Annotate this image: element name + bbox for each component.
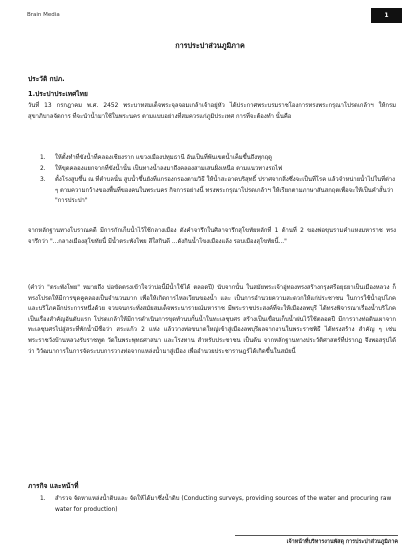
list-item xyxy=(40,153,399,164)
evidence-paragraph: จากหลักฐานทางโบราณคดี มีการกักเก็บน้ำไว้ใช้กลางเมือง ดังคำจารึกในศิลาจารึกสุโขทัยหลักที่ 1 ด้านที่ 2 ของพ่อขุนรามคำแหงมหาราช ทรงจารึกว่า "...กลางเมืองสุโขทัยนี้ มีน้ำตระพังโพย สีใสกินดี ...ดังกินน้ำโขงเมืองแล้ง รอบเมืองสุโขทัยนี้..." xyxy=(28,228,396,245)
list-item xyxy=(40,164,399,175)
page-number-badge: 1 xyxy=(371,8,402,23)
mission-list xyxy=(40,494,399,516)
list-item xyxy=(40,175,399,207)
document-title: การประปาส่วนภูมิภาค xyxy=(175,41,245,50)
list-item-text: สำรวจ จัดหาแหล่งน้ำดิบและ จัดให้ได้มาซึ่งน้ำดิบ (Conducting surveys, providing sources of the water and procuring raw water for production) xyxy=(55,496,392,513)
list-item-number: 1. xyxy=(40,155,46,161)
mission-heading: ภารกิจ และหน้าที่ xyxy=(28,482,79,490)
list-item-number: 1. xyxy=(40,496,46,502)
header-brand: Brain Media xyxy=(27,12,60,18)
list-item xyxy=(40,494,399,515)
footer-divider xyxy=(235,535,398,536)
list-item-number: 3. xyxy=(40,177,46,184)
history-heading: ประวัติ กปภ. xyxy=(28,75,65,83)
meaning-paragraph: (คำว่า "ตระพังโพย" หมายถึง บ่อขัดตรงเข้าใจว่าบ่อนี้มีน้ำใช้ได้ ตลอดปี) นับจากนั้น ในสมัยพระเจ้าอู่ทองทรงสร้างกรุงศรีอยุธยาเป็นเมืองหลวง ก็ทรงโปรดให้มีการขุดคูคลองเป็นจำนวนมาก เพื่อให้เกิดการไหลเวียนของน้ำ และ เป็นการอำนวยความสะดวกให้แก่ประชาชน ในการใช้น้ำอุปโภคและบริโภคอีกประการหนึ่งด้วย จวบจนกระทั่งสมัยสมเด็จพระนารายณ์มหาราช มีพระราชประสงค์ที่จะให้เมืองลพบุรี ได้ทรงพิจารณาเรื่องน้ำบริโภคเป็นเรื่องสำคัญอันดับแรก โปรดเกล้าให้มีการดำเนินการขุดทำนบกั้นน้ำในทะเลชุบศร สร้างเป็นเขื่อนเก็บน้ำฝนไว้ใช้ตลอดปี มีการวางท่อดินเผาจากทะเลชุบศรไปสู่สระที่พักน้ำมีชื่อว่า สระแก้ว 2 แห่ง แล้ววางท่อขนาดใหญ่เข้าสู่เมืองลพบุรีผลจากงานในพระราชพิธี ได้ทรงสร้าง สำคัญ ๆ เช่น พระราชวังบ้านหลวงรับราชทูต วัดในพระพุทธศาสนา และโรงทาน สำหรับประชาชน เป็นต้น จากหลักฐานทางประวัติศาสตร์ที่ปรากฏ จึงพอสรุปได้ว่า วิวัฒนาการในการจัดระบบการวางท่อจากแหล่งน้ำมาสู่เมือง เพื่ออำนวยประชาราษฎร์ได้เกิดขึ้นในสมัยนี้ xyxy=(28,285,396,355)
list-item-text: ตั้งโรงสูบขึ้น ณ ที่ตำบลนั้น สูบน้ำขึ้นยังที่แกรองกรองตามวิธี ให้น้ำสะอาดบริสุทธิ์ ปราศจากสิ่งซึ่งจะเป็นที่โรค แล้วจำหน่ายน้ำไปในที่ต่าง ๆ ตามความกว้างของพื้นที่ของคนในพระนคร กิจการอย่างนี้ ทรงพระกรุณาโปรดเกล้าฯ ให้เรียกตามภาษาสันสกฤตเพื่อจะให้เป็นคำสั้นว่า "การประปา" xyxy=(55,177,395,205)
list-item-number: 2. xyxy=(40,166,46,173)
list-item-text: ให้ตั้งทำที่ขังน้ำที่คลองเชียงราก แขวงเมืองปทุมธานี อันเป็นที่พ้นเขตน้ำเค็มขึ้นถึงทุกฤดู xyxy=(55,155,273,161)
history-subheading: 1.ประปาประเทศไทย xyxy=(28,90,88,98)
decree-list xyxy=(40,153,399,207)
intro-paragraph: วันที่ 13 กรกฎาคม พ.ศ. 2452 พระบาทสมเด็จพระจุลจอมเกล้าเจ้าอยู่หัว ได้ประกาศพระบรมราชโองการทรงพระกรุณาโปรดเกล้าฯ ให้กรมสุขาภิบาลจัดการ ที่จะนำน้ำมาใช้ในพระนคร ตามแบบอย่างที่สมควรแก่ภูมิประเทศ การที่จะต้องทำ นั้นคือ xyxy=(28,103,396,120)
list-item-text: ให้ขุดคลองแยกจากที่ขังน้ำนั้น เป็นทางน้ำลงมาถึงคลองสามเสนฝั่งเหนือ ตามแนวทางรถไฟ xyxy=(55,166,283,173)
footer-text: เจ้าหน้าที่บริหารงานพัสดุ การประปาส่วนภูมิภาค xyxy=(286,539,398,545)
